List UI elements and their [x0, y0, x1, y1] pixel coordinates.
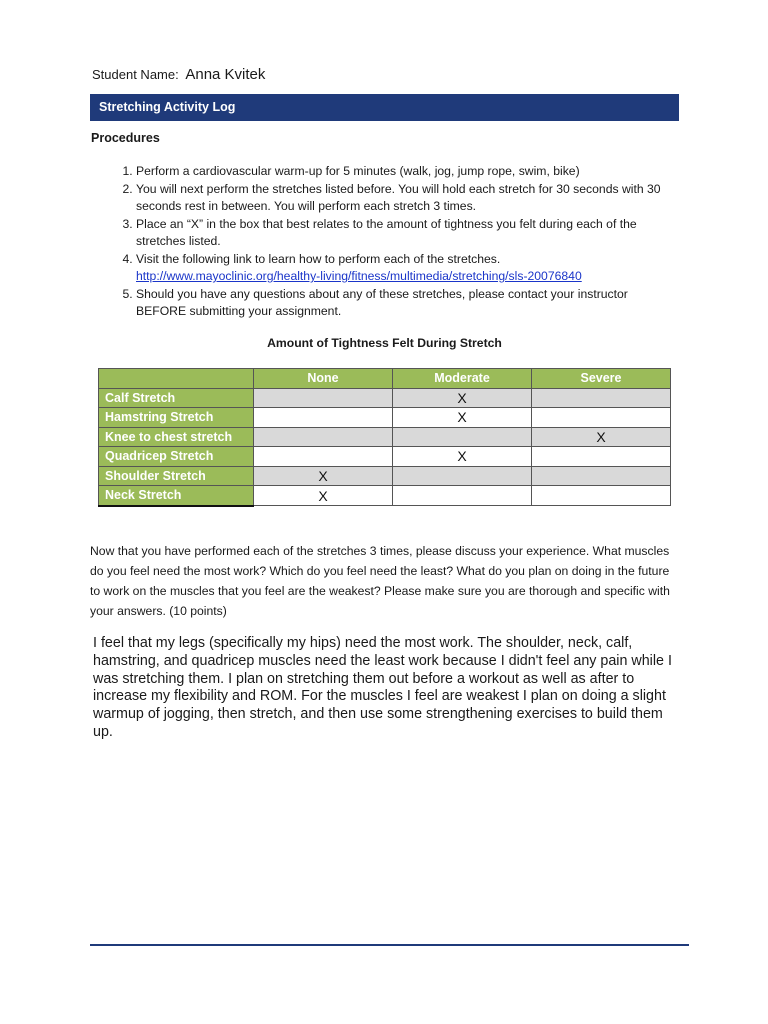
- row-label: Hamstring Stretch: [99, 408, 254, 428]
- student-name-label: Student Name:: [92, 67, 179, 82]
- mark-cell: X: [393, 447, 532, 467]
- procedure-step: 5. Should you have any questions about any of these stretches, please contact your instructor BEFORE submitting your assignment.: [136, 286, 681, 321]
- table-header-row: [99, 369, 671, 389]
- row-label: Shoulder Stretch: [99, 466, 254, 486]
- procedure-step: 2. You will next perform the stretches listed before. You will hold each stretch for 30 seconds with 30 seconds rest in between. You will perform each stretch 3 times.: [136, 181, 681, 216]
- column-header-moderate: Moderate: [393, 369, 532, 389]
- mark-cell: X: [254, 466, 393, 486]
- student-name-value: Anna Kvitek: [185, 66, 266, 83]
- column-header-none: None: [254, 369, 393, 389]
- column-header-severe: Severe: [532, 369, 671, 389]
- procedure-step: 4. Visit the following link to learn how to perform each of the stretches. http://www.mayoclinic.org/healthy-living/fitness/multimedia/stretching/sls-20076840: [136, 251, 681, 286]
- mark-cell: X: [532, 427, 671, 447]
- header-blank-cell: [99, 369, 254, 389]
- table-row: [99, 447, 671, 467]
- mark-cell: [532, 447, 671, 467]
- mark-cell: [532, 388, 671, 408]
- procedure-step: 1. Perform a cardiovascular warm-up for 5 minutes (walk, jog, jump rope, swim, bike): [136, 163, 681, 181]
- footer-divider: [90, 944, 689, 946]
- table-row: [99, 486, 671, 506]
- procedures-heading: Procedures: [91, 131, 160, 145]
- mark-cell: [254, 427, 393, 447]
- discussion-prompt: Now that you have performed each of the stretches 3 times, please discuss your experience. What muscles do you feel need the most work? Which do you feel need the least? What do you plan on doing in the future to work on the muscles that you feel are the weakest? Please make sure you are thorough and specific with your answers. (10 points): [90, 544, 670, 618]
- mark-cell: [254, 388, 393, 408]
- table-row: [99, 427, 671, 447]
- row-label: Quadricep Stretch: [99, 447, 254, 467]
- table-row: [99, 466, 671, 486]
- procedure-step: 3. Place an “X” in the box that best relates to the amount of tightness you felt during each of the stretches listed.: [136, 216, 681, 251]
- table-row: [99, 408, 671, 428]
- procedure-steps: [91, 163, 681, 321]
- row-label: Neck Stretch: [99, 486, 254, 506]
- row-label: Calf Stretch: [99, 388, 254, 408]
- mark-cell: X: [393, 408, 532, 428]
- mark-cell: [532, 486, 671, 506]
- mark-cell: [532, 408, 671, 428]
- mark-cell: [532, 466, 671, 486]
- mark-cell: [393, 427, 532, 447]
- mark-cell: X: [393, 388, 532, 408]
- tightness-table: [98, 368, 671, 507]
- row-label: Knee to chest stretch: [99, 427, 254, 447]
- table-row: [99, 388, 671, 408]
- mark-cell: [393, 466, 532, 486]
- tightness-table-title: Amount of Tightness Felt During Stretch: [267, 336, 502, 350]
- mayo-clinic-link[interactable]: http://www.mayoclinic.org/healthy-living/fitness/multimedia/stretching/sls-20076840: [136, 269, 582, 283]
- student-answer: I feel that my legs (specifically my hips) need the most work. The shoulder, neck, calf, hamstring, and quadricep muscles need the least work because I didn't feel any pain while I was stretching them. I plan on stretching them out before a workout as well as after to increase my flexibility and ROM. For the muscles I feel are weakest I plan on doing a slight warmup of jogging, then stretch, and then use some strengthening exercises to build them up.: [93, 635, 672, 740]
- mark-cell: [254, 408, 393, 428]
- mark-cell: [393, 486, 532, 506]
- mark-cell: [254, 447, 393, 467]
- mark-cell: X: [254, 486, 393, 506]
- student-name-line: [92, 66, 265, 83]
- activity-log-banner: Stretching Activity Log: [90, 94, 679, 121]
